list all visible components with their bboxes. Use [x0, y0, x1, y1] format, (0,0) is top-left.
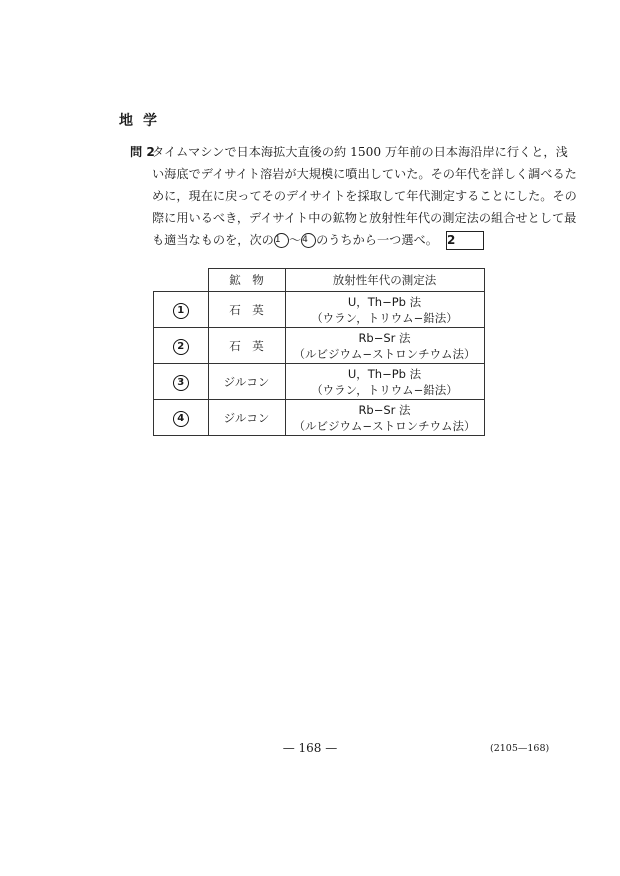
method-name: Rb−Sr 法	[358, 330, 411, 345]
question-line: い海底でデイサイト溶岩が大規模に噴出していた。その年代を詳しく調べるた	[152, 167, 577, 181]
mineral-cell: 石 英	[208, 328, 285, 364]
option-number-cell	[154, 400, 209, 436]
range-separator: ～	[288, 233, 302, 247]
mineral-cell: 石 英	[208, 292, 285, 328]
method-detail: （ウラン，トリウム−鉛法）	[311, 382, 458, 397]
question-last-prefix: も適当なものを，次の	[152, 233, 274, 247]
option-number-cell	[154, 328, 209, 364]
range-start-number: 1	[274, 233, 289, 248]
question-line: 際に用いるべき，デイサイト中の鉱物と放射性年代の測定法の組合せとして最	[152, 211, 577, 225]
page-number: — 168 —	[282, 741, 338, 755]
answer-number-box: 2	[446, 231, 484, 250]
option-number: 4	[173, 411, 189, 427]
method-name: U，Th−Pb 法	[347, 294, 422, 309]
method-detail: （ルビジウム−ストロンチウム法）	[293, 346, 476, 361]
method-cell	[285, 292, 484, 328]
table-header-row	[154, 269, 485, 292]
method-name: Rb−Sr 法	[358, 402, 411, 417]
subject-heading: 地学	[119, 113, 167, 129]
method-detail: （ウラン，トリウム−鉛法）	[311, 310, 458, 325]
method-name: U，Th−Pb 法	[347, 366, 422, 381]
question-text	[131, 141, 577, 251]
question-label: 問 2	[130, 145, 155, 159]
header-mineral: 鉱 物	[208, 269, 285, 292]
question-block	[130, 141, 577, 251]
header-method: 放射性年代の測定法	[285, 269, 484, 292]
question-line: タイムマシンで日本海拡大直後の約 1500 万年前の日本海沿岸に行くと，浅	[152, 145, 568, 159]
table-row	[154, 400, 485, 436]
question-line: めに，現在に戻ってそのデイサイトを採取して年代測定することにした。その	[152, 189, 577, 203]
method-detail: （ルビジウム−ストロンチウム法）	[293, 418, 476, 433]
range-end-number: 4	[301, 233, 316, 248]
question-last-suffix: のうちから一つ選べ。	[316, 233, 438, 247]
method-cell	[285, 364, 484, 400]
option-number: 1	[173, 303, 189, 319]
method-cell	[285, 328, 484, 364]
option-number: 3	[173, 375, 189, 391]
option-number-cell	[154, 364, 209, 400]
method-cell	[285, 400, 484, 436]
mineral-cell: ジルコン	[208, 364, 285, 400]
mineral-cell: ジルコン	[208, 400, 285, 436]
table-row	[154, 328, 485, 364]
option-number-cell	[154, 292, 209, 328]
document-code: (2105—168)	[490, 743, 550, 754]
table-row	[154, 364, 485, 400]
question-line-last	[152, 229, 543, 251]
header-empty-cell	[154, 269, 209, 292]
table-row	[154, 292, 485, 328]
options-table	[153, 268, 485, 436]
option-number: 2	[173, 339, 189, 355]
